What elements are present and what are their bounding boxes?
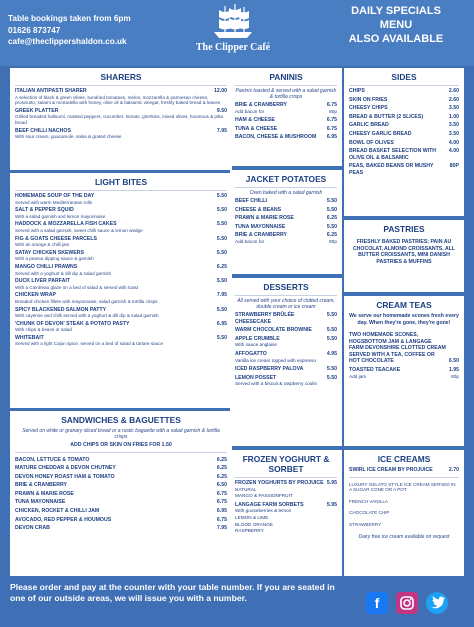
item-name: HADDOCK & MOZZARELLA FISH CAKES bbox=[15, 221, 117, 228]
ship-icon bbox=[210, 2, 256, 40]
item-name: WHITEBAIT bbox=[15, 334, 44, 341]
section-title: DESSERTS bbox=[235, 278, 337, 296]
menu-item bbox=[15, 221, 227, 228]
cream-teas-price: 6.50 bbox=[448, 358, 459, 365]
menu-item bbox=[235, 134, 337, 141]
paninis-section bbox=[230, 68, 342, 166]
item-desc: With a Cointreau glaze on a bed of salad & served with toast bbox=[15, 284, 139, 290]
section-subtitle: Served on white or granary sliced bread or a rustic baguette with a salad garnish & tortilla crisps bbox=[22, 428, 220, 440]
menu-item bbox=[15, 482, 227, 489]
item-name: SATAY CHICKEN SKEWERS bbox=[15, 249, 84, 256]
item-name: BLOOD ORANGE bbox=[235, 521, 274, 527]
item-price: 4.00 bbox=[448, 139, 459, 146]
item-name: Vanilla ice cream topped with espresso bbox=[235, 357, 316, 363]
item-name: PRAWN & MARIE ROSE bbox=[235, 215, 294, 222]
menu-item bbox=[235, 224, 337, 231]
menu-item bbox=[235, 522, 337, 529]
menu-item bbox=[235, 366, 337, 373]
menu-item bbox=[349, 367, 459, 374]
item-name: BREAD & BUTTER (2 SLICES) bbox=[349, 113, 424, 120]
item-price: 5.95 bbox=[326, 501, 337, 508]
item-name: BRIE & CRANBERRY bbox=[15, 482, 67, 489]
item-price: 3.50 bbox=[448, 105, 459, 112]
logo-name: The Clipper Café bbox=[195, 42, 271, 53]
menu-item bbox=[15, 335, 227, 342]
item-name: TUNA & CHEESE bbox=[235, 125, 278, 132]
item-desc: Served with a light Cajun spice, served on a bed of salad & tartare sauce bbox=[15, 341, 164, 347]
item-desc: With sour cream, guacamole, salsa & grated cheese bbox=[15, 134, 122, 140]
menu-item bbox=[235, 336, 337, 343]
bookings-text: Table bookings taken from 6pm bbox=[8, 14, 131, 23]
desserts-list bbox=[235, 312, 337, 388]
item-price: 5.50 bbox=[326, 374, 337, 381]
cream-teas-list bbox=[349, 367, 459, 380]
menu-item bbox=[15, 517, 227, 524]
item-name: With sauce anglaise bbox=[235, 342, 277, 348]
item-desc: Served with warm Mediterranean rolls bbox=[15, 199, 93, 205]
sides-list bbox=[349, 88, 459, 177]
sides-section bbox=[344, 68, 464, 216]
item-name: APPLE CRUMBLE bbox=[235, 335, 280, 342]
item-price: 80p bbox=[329, 238, 337, 244]
section-title: PASTRIES bbox=[383, 224, 425, 234]
menu-item: GREEK PLATTER 9.50 bbox=[15, 107, 227, 114]
section-subtitle: Paninis toasted & served with a salad garnish & tortilla crisps bbox=[235, 88, 337, 100]
item-name: LANGAGE FARM SORBETS bbox=[235, 501, 304, 508]
section-title: PANINIS bbox=[235, 68, 337, 86]
item-name: 'CHUNK OF DEVON' STEAK & POTATO PASTY bbox=[15, 320, 130, 327]
item-name: BOWL OF OLIVES bbox=[349, 139, 394, 146]
menu-item bbox=[349, 114, 459, 121]
item-name: LEMON POSSET bbox=[235, 374, 277, 381]
menu-item bbox=[235, 215, 337, 222]
frozen-section bbox=[230, 450, 342, 576]
footer-text: Please order and pay at the counter with your table number. If you are seated in one of our outside areas, we will issue you with a number. bbox=[10, 582, 335, 603]
desserts-section bbox=[230, 278, 342, 446]
item-price: 7.95 bbox=[216, 292, 227, 299]
item-name: Add bacon for bbox=[235, 108, 265, 114]
item-price: 5.50 bbox=[326, 335, 337, 342]
item-name: BACON, LETTUCE & TOMATO bbox=[15, 456, 90, 463]
menu-item bbox=[235, 232, 337, 239]
item-name: CHEESY GARLIC BREAD bbox=[349, 130, 412, 137]
light-bites-list bbox=[15, 193, 227, 347]
item-price: 6.95 bbox=[326, 134, 337, 141]
item-name: AVOCADO, RED PEPPER & HOUMOUS bbox=[15, 516, 112, 523]
menu-item bbox=[349, 131, 459, 138]
item-name: FROZEN YOGHURTS BY PROJUICE bbox=[235, 480, 324, 486]
cream-teas-intro: We serve our homemade scones fresh every day. When they're gone, they're gone! bbox=[349, 313, 459, 326]
menu-item bbox=[235, 126, 337, 133]
item-desc: Grilled breaded halloumi, roasted peppers, cucumber, tomato, gherkins, mixed olives, houmous & pitta bread bbox=[15, 114, 224, 125]
item-price: 5.50 bbox=[216, 193, 227, 199]
item-price: 6.25 bbox=[216, 473, 227, 480]
menu-item bbox=[235, 381, 337, 388]
item-price: 1.00 bbox=[448, 113, 459, 120]
frozen-list bbox=[235, 480, 337, 535]
menu-item bbox=[15, 465, 227, 472]
menu-item bbox=[349, 88, 459, 95]
potatoes-list bbox=[235, 198, 337, 246]
item-price: 5.50 bbox=[216, 278, 227, 285]
menu-item bbox=[15, 499, 227, 506]
item-desc: With a salad garnish and lemon mayonnaise bbox=[15, 213, 106, 219]
item-price: 5.50 bbox=[216, 207, 227, 214]
sandwiches-list bbox=[15, 457, 227, 532]
item-price: 6.50 bbox=[216, 482, 227, 489]
item-name: SKIN ON FRIES bbox=[349, 96, 388, 103]
menu-item bbox=[15, 457, 227, 464]
item-name: HAM & CHEESE bbox=[235, 117, 275, 124]
item-price: 5.50 bbox=[216, 334, 227, 341]
item-desc: With chips & beans or salad bbox=[15, 327, 72, 333]
menu-item bbox=[235, 493, 337, 500]
instagram-icon[interactable] bbox=[396, 592, 418, 614]
menu-item bbox=[235, 342, 337, 349]
item-price: 6.95 bbox=[216, 320, 227, 327]
item-price: 6.75 bbox=[326, 117, 337, 124]
item-desc: With cayenne and chilli served with a yoghurt & dill dip & salad garnish bbox=[15, 313, 159, 319]
item-price: 6.95 bbox=[216, 508, 227, 515]
menu-item bbox=[235, 117, 337, 124]
item-price: 4.00 bbox=[448, 148, 459, 155]
item-name: RASPBERRY bbox=[235, 528, 264, 534]
header bbox=[0, 0, 474, 66]
menu-item bbox=[15, 321, 227, 328]
menu-item bbox=[15, 508, 227, 515]
item-price: 6.75 bbox=[216, 499, 227, 506]
menu-item bbox=[235, 502, 337, 509]
item-price: 5.50 bbox=[326, 327, 337, 334]
item-price: 2.60 bbox=[448, 96, 459, 103]
menu-item bbox=[15, 307, 227, 314]
menu-item bbox=[349, 97, 459, 104]
item-name: BACON, CHEESE & MUSHROOM bbox=[235, 134, 317, 141]
phone-number[interactable]: 01626 873747 bbox=[8, 25, 61, 35]
item-name: CHEESE & BEANS bbox=[235, 206, 282, 213]
item-price: 5.95 bbox=[326, 480, 337, 486]
item-price: 6.25 bbox=[216, 263, 227, 270]
ice-cream-subtitle: SWIRL ICE CREAM BY PROJUICE bbox=[349, 467, 433, 473]
menu-item: ITALIAN ANTIPASTI SHARER 12.00 bbox=[15, 88, 227, 94]
item-price: 6.25 bbox=[216, 456, 227, 463]
ice-cream-price: 2.70 bbox=[448, 467, 459, 473]
item-name: TUNA MAYONNAISE bbox=[235, 223, 286, 230]
item-price: 5.50 bbox=[326, 198, 337, 204]
menu-item bbox=[15, 236, 227, 243]
item-name: Add bacon for bbox=[235, 238, 265, 244]
menu-item bbox=[15, 264, 227, 271]
dairy-free-note: Dairy free ice cream available on request bbox=[358, 533, 450, 540]
item-name: CHEESY CHIPS bbox=[349, 105, 388, 112]
item-price: 2.60 bbox=[448, 88, 459, 94]
pastries-text: FRESHLY BAKED PASTRIES; PAIN AU CHOCOLAT, ALMOND CROISSANTS, ALL BUTTER CROISSANTS, MINI DANISH PASTRIES & MUFFINS bbox=[352, 239, 456, 265]
section-title: LIGHT BITES bbox=[15, 173, 227, 191]
menu-item bbox=[349, 105, 459, 112]
menu-item bbox=[15, 525, 227, 532]
pastries-section bbox=[344, 220, 464, 292]
item-name: CHICKEN WRAP bbox=[15, 292, 56, 299]
item-name: SPICY BLACKENED SALMON PATTY bbox=[15, 306, 107, 313]
potatoes-section bbox=[230, 170, 342, 274]
item-name: Served with a biscuit & raspberry coulis bbox=[235, 381, 317, 387]
flavour-item: CHOCOLATE CHIP bbox=[349, 510, 390, 516]
flavour-item: STRAWBERRY bbox=[349, 521, 382, 527]
item-name: MATURE CHEDDAR & DEVON CHUTNEY bbox=[15, 465, 116, 472]
item-name: WARM CHOCOLATE BROWNIE bbox=[235, 327, 312, 334]
item-price: 6.75 bbox=[326, 102, 337, 108]
menu-item bbox=[235, 102, 337, 109]
daily-specials-banner bbox=[318, 4, 474, 46]
twitter-icon[interactable] bbox=[426, 592, 448, 614]
item-name: Add jam bbox=[349, 373, 367, 379]
item-price: 5.50 bbox=[326, 312, 337, 318]
item-name: BRIE & CRANBERRY bbox=[235, 232, 287, 239]
section-title: ICE CREAMS bbox=[377, 454, 431, 464]
menu-item bbox=[235, 375, 337, 382]
menu-item bbox=[349, 140, 459, 147]
item-desc: A selection of black & green olives, sundried tomatoes, melon, mozzarella & parmesan cheese, prosciutto, salami & mortadella with honey, olive oil & balsamic vinegar, freshly baked bread & leaves bbox=[15, 94, 221, 106]
item-name: PRAWN & MARIE ROSE bbox=[15, 490, 74, 497]
menu-item bbox=[15, 193, 227, 200]
section-subtitle: Oven baked with a salad garnish bbox=[249, 190, 323, 196]
ice-creams-section bbox=[344, 450, 464, 576]
menu-item bbox=[15, 207, 227, 214]
item-name: HOMEMADE SOUP OF THE DAY bbox=[15, 193, 95, 199]
item-name: DEVON CRAB bbox=[15, 525, 50, 532]
section-title: SIDES bbox=[349, 68, 459, 86]
item-name: NATURAL bbox=[235, 486, 257, 492]
item-desc: With a peanut dipping sauce & garnish bbox=[15, 256, 94, 262]
item-price: 7.95 bbox=[216, 525, 227, 532]
section-title: SANDWICHES & BAGUETTES bbox=[61, 415, 181, 425]
item-name: MANGO & PASSIONFRUIT bbox=[235, 493, 293, 499]
item-price: 3.50 bbox=[448, 130, 459, 137]
menu-item bbox=[235, 327, 337, 334]
email-link[interactable]: cafe@theclippershaldon.co.uk bbox=[8, 37, 127, 46]
item-price: 3.50 bbox=[448, 122, 459, 129]
menu-item bbox=[349, 163, 459, 176]
item-name: FIG & GOATS CHEESE PARCELS bbox=[15, 235, 97, 242]
menu-item bbox=[235, 358, 337, 365]
item-price: 6.75 bbox=[216, 516, 227, 523]
item-price: 5.50 bbox=[216, 235, 227, 242]
add-chips-note: ADD CHIPS OR SKIN ON FRIES FOR 1.50 bbox=[15, 442, 227, 453]
item-name: DEVON HONEY ROAST HAM & TOMATO bbox=[15, 473, 115, 480]
menu-item bbox=[235, 508, 337, 515]
logo bbox=[183, 2, 283, 53]
sharers-section bbox=[10, 68, 232, 170]
item-price: 80P bbox=[449, 163, 459, 170]
menu-item bbox=[235, 198, 337, 205]
menu-item bbox=[235, 312, 337, 325]
sandwiches-section bbox=[10, 411, 232, 576]
item-desc: Served with a salad garnish, sweet chilli sauce & lemon wedge bbox=[15, 227, 143, 233]
cream-teas-section bbox=[344, 296, 464, 446]
item-price: 6.25 bbox=[326, 232, 337, 239]
section-subtitle: All served with your choice of clotted cream, double cream or ice cream bbox=[237, 298, 335, 310]
menu-item bbox=[235, 109, 337, 116]
item-name: SALT & PEPPER SQUID bbox=[15, 207, 74, 214]
item-desc: With an orange & chilli jam bbox=[15, 242, 70, 248]
item-name: TUNA MAYONNAISE bbox=[15, 499, 66, 506]
item-price: 5.50 bbox=[326, 366, 337, 373]
item-name: PEAS, BAKED BEANS OR MUSHY PEAS bbox=[349, 163, 434, 176]
item-price: 6.25 bbox=[216, 465, 227, 472]
item-name: BRIE & CRANBERRY bbox=[235, 102, 287, 108]
menu-item bbox=[235, 515, 337, 522]
menu-item bbox=[235, 480, 337, 487]
item-price: 1.95 bbox=[448, 366, 459, 373]
daily-line: MENU bbox=[379, 19, 413, 31]
item-price: 6.25 bbox=[326, 215, 337, 222]
menu-item bbox=[235, 528, 337, 535]
item-desc: Served with a yoghurt & dill dip & salad garnish bbox=[15, 270, 112, 276]
menu-item bbox=[15, 278, 227, 285]
item-name: CHIPS bbox=[349, 88, 365, 94]
item-name: ICED RASPBERRY PALOVA bbox=[235, 366, 304, 373]
item-name: DUCK LIVER PARFAIT bbox=[15, 278, 70, 285]
menu-item bbox=[15, 474, 227, 481]
item-name: AFFOGATTO bbox=[235, 350, 267, 357]
menu-item bbox=[15, 292, 227, 299]
daily-line: DAILY SPECIALS bbox=[351, 5, 441, 17]
facebook-icon[interactable]: f bbox=[366, 592, 388, 614]
menu-item bbox=[235, 239, 337, 246]
section-title: FROZEN YOGHURT & SORBET bbox=[235, 450, 337, 478]
menu-item bbox=[235, 351, 337, 358]
item-name: BEEF CHILLI bbox=[235, 198, 267, 204]
item-price: 80p bbox=[451, 373, 459, 379]
daily-line: ALSO AVAILABLE bbox=[348, 33, 444, 45]
item-price: 4.95 bbox=[326, 350, 337, 357]
section-title: CREAM TEAS bbox=[376, 300, 432, 310]
paninis-list bbox=[235, 102, 337, 141]
item-name: LEMON & LIME bbox=[235, 514, 269, 520]
item-price: 5.50 bbox=[216, 249, 227, 256]
section-title: SHARERS bbox=[15, 68, 227, 86]
item-price: 5.50 bbox=[216, 306, 227, 313]
item-price: 5.50 bbox=[216, 221, 227, 228]
menu-item bbox=[235, 207, 337, 214]
item-price: 5.50 bbox=[326, 223, 337, 230]
item-name: BREAD BASKET SELECTION WITH OLIVE OIL & BALSAMIC bbox=[349, 148, 437, 161]
menu-item bbox=[349, 374, 459, 381]
menu-item bbox=[349, 122, 459, 129]
item-price: 6.75 bbox=[216, 490, 227, 497]
item-price: 5.50 bbox=[326, 206, 337, 213]
ice-cream-desc: LUXURY GELATO STYLE ICE CREAM SERVED IN A SUGAR CONE OR A POT bbox=[349, 481, 456, 493]
item-name: With gooseberries & lemon bbox=[235, 508, 292, 514]
menu-item bbox=[235, 487, 337, 494]
item-name: STRAWBERRY BRÛLÉE CHEESECAKE bbox=[235, 312, 295, 325]
flavour-item: FRENCH VANILLA bbox=[349, 498, 388, 504]
item-price: 80p bbox=[329, 108, 337, 114]
menu-item: BEEF CHILLI NACHOS 7.95 bbox=[15, 127, 227, 134]
item-name: TOASTED TEACAKE bbox=[349, 366, 401, 373]
item-price: 6.75 bbox=[326, 125, 337, 132]
section-title: JACKET POTATOES bbox=[235, 170, 337, 188]
menu-item bbox=[15, 250, 227, 257]
menu-item bbox=[15, 491, 227, 498]
cream-teas-offer: TWO HOMEMADE SCONES, HOGSBOTTOM JAM & LANGAGE FARM DEVONSHIRE CLOTTED CREAM SERVED WITH A TEA, COFFEE OR HOT CHOCOLATE bbox=[349, 332, 446, 365]
item-name: GARLIC BREAD bbox=[349, 122, 389, 129]
item-desc: Breaded chicken fillets with mayonnaise, salad garnish & tortilla crisps bbox=[15, 298, 158, 304]
menu-item bbox=[349, 148, 459, 161]
item-name: MANGO CHILLI PRAWNS bbox=[15, 263, 78, 270]
light-bites-section bbox=[10, 173, 232, 408]
item-name: CHICKEN, ROCKET & CHILLI JAM bbox=[15, 508, 100, 515]
